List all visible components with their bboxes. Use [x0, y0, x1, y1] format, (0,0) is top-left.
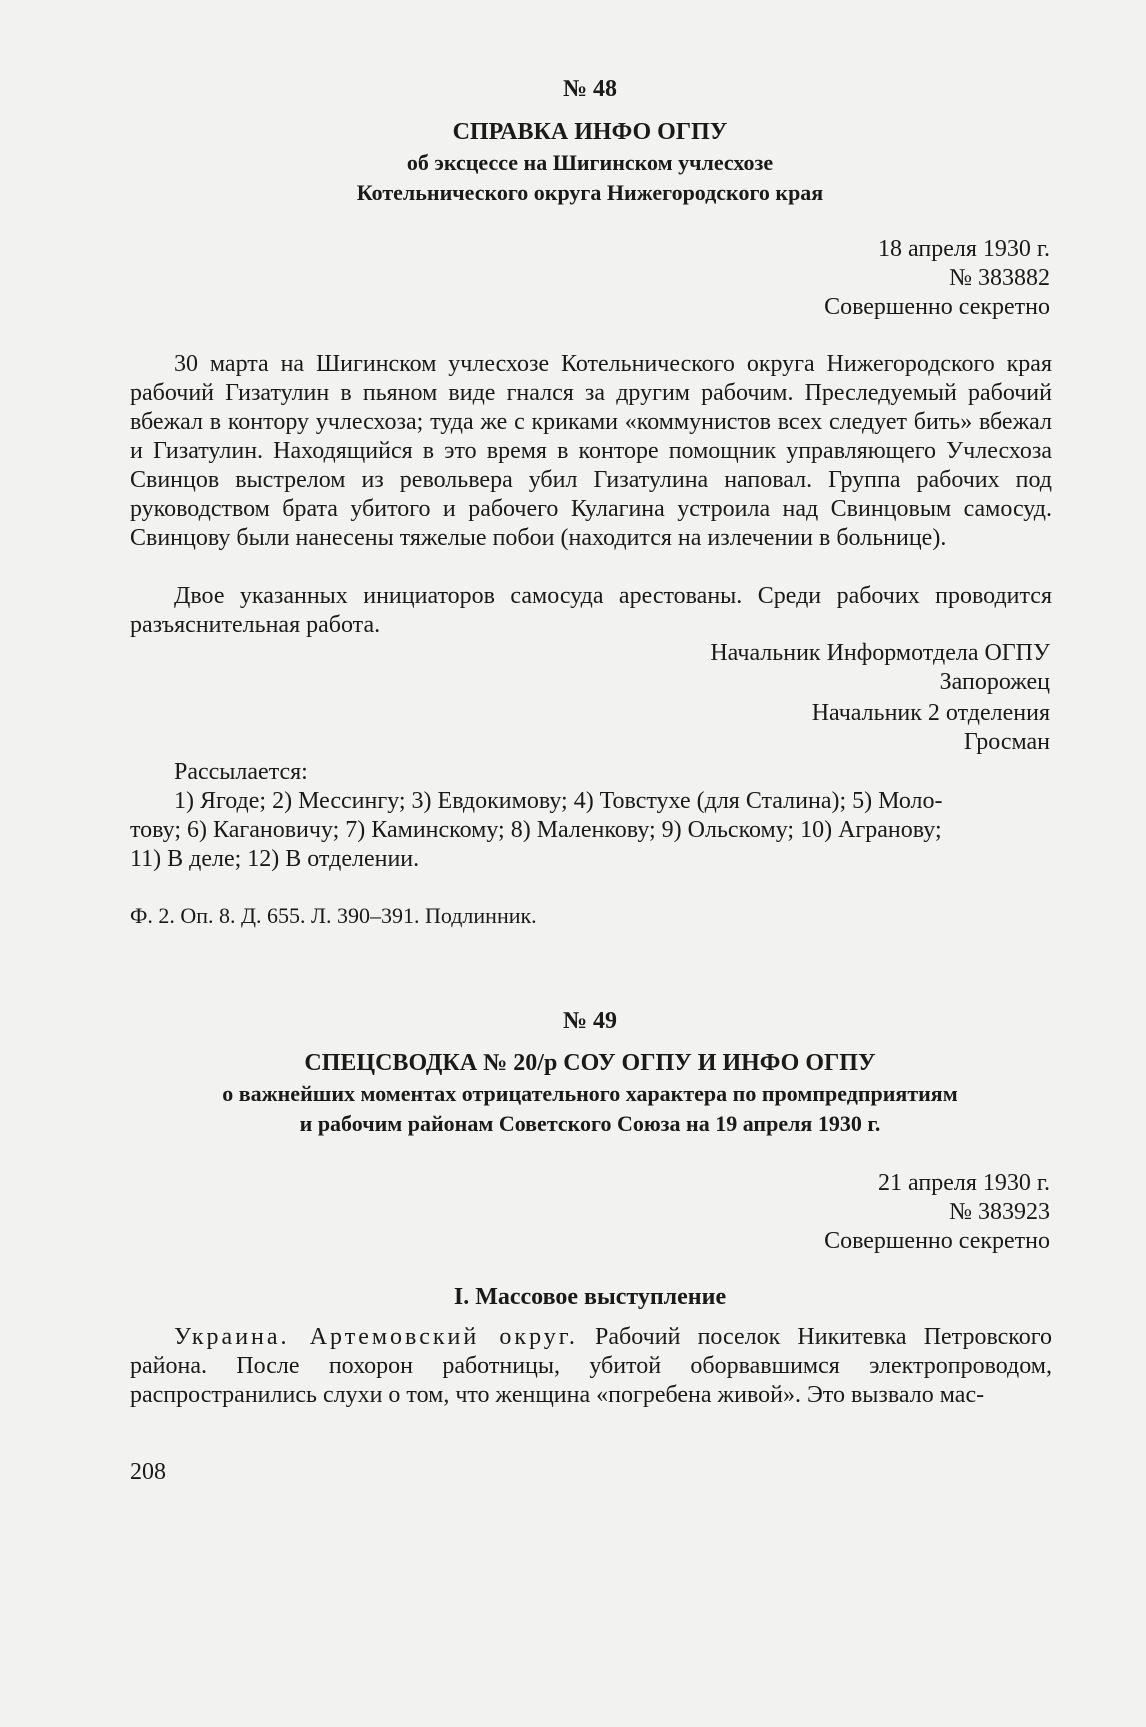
doc48-distribution-label: Рассылается: — [174, 759, 308, 785]
doc48-signature-2-title: Начальник 2 отделения — [811, 700, 1050, 726]
doc49-section-heading: I. Массовое выступление — [453, 1284, 727, 1310]
doc49-subtitle-1: о важнейших моментах отрицательного характера по промпредприятиям — [222, 1081, 958, 1106]
doc49-reg-no: № 383923 — [949, 1199, 1050, 1225]
doc49-number: № 49 — [562, 1008, 618, 1034]
doc48-secrecy: Совершенно секретно — [824, 294, 1050, 320]
doc48-signature-1-title: Начальник Информотдела ОГПУ — [710, 640, 1050, 666]
doc48-subtitle-1: об эксцессе на Шигинском учлесхозе — [406, 150, 774, 175]
doc48-title: СПРАВКА ИНФО ОГПУ — [452, 119, 728, 145]
doc49-secrecy: Совершенно секретно — [824, 1228, 1050, 1254]
doc48-archive-reference: Ф. 2. Оп. 8. Д. 655. Л. 390–391. Подлинник. — [130, 903, 537, 928]
doc48-signature-1-name: Запорожец — [939, 669, 1050, 695]
doc49-region-lead: Украина. Артемовский округ. — [174, 1324, 578, 1350]
doc49-date: 21 апреля 1930 г. — [878, 1170, 1050, 1196]
doc48-distribution-line-1: 1) Ягоде; 2) Мессингу; 3) Евдокимову; 4) Товстухе (для Сталина); 5) Моло- — [174, 788, 943, 814]
doc49-paragraph-1-text: Рабочий поселок Никитевка Петровского района. После похорон работницы, убитой оборвавшимся электропроводом, распространились слухи о том, что женщина «погребена живой». Это вызвало мас- — [130, 1324, 1052, 1408]
doc48-date: 18 апреля 1930 г. — [878, 236, 1050, 262]
doc48-paragraph-2: Двое указанных инициаторов самосуда арестованы. Среди рабочих проводится разъяснительная работа. — [130, 583, 1052, 638]
doc48-distribution-line-3: 11) В деле; 12) В отделении. — [130, 846, 420, 872]
doc48-distribution-line-2: тову; 6) Кагановичу; 7) Каминскому; 8) Маленкову; 9) Ольскому; 10) Агранову; — [130, 817, 942, 843]
doc49-paragraph-1 — [130, 1323, 1052, 1410]
doc49-title: СПЕЦСВОДКА № 20/р СОУ ОГПУ И ИНФО ОГПУ — [304, 1050, 876, 1076]
doc48-number: № 48 — [562, 76, 618, 102]
doc48-subtitle-2: Котельнического округа Нижегородского края — [356, 180, 824, 205]
doc49-subtitle-2: и рабочим районам Советского Союза на 19 апреля 1930 г. — [299, 1111, 881, 1136]
doc48-signature-2-name: Гросман — [963, 729, 1050, 755]
page-number: 208 — [130, 1459, 166, 1485]
doc48-reg-no: № 383882 — [949, 265, 1050, 291]
doc48-paragraph-1: 30 марта на Шигинском учлесхозе Котельнического округа Нижегородского края рабочий Гизатулин в пьяном виде гнался за другим рабочим. Преследуемый рабочий вбежал в контору учлесхоза; туда же с криками «коммунистов всех следует бить» вбежал и Гизатулин. Находящийся в это время в конторе помощник управляющего Учлесхоза Свинцов выстрелом из револьвера убил Гизатулина наповал. Группа рабочих под руководством брата убитого и рабочего Кулагина устроила над Свинцовым самосуд. Свинцову были нанесены тяжелые побои (находится на излечении в больнице). — [130, 351, 1052, 551]
